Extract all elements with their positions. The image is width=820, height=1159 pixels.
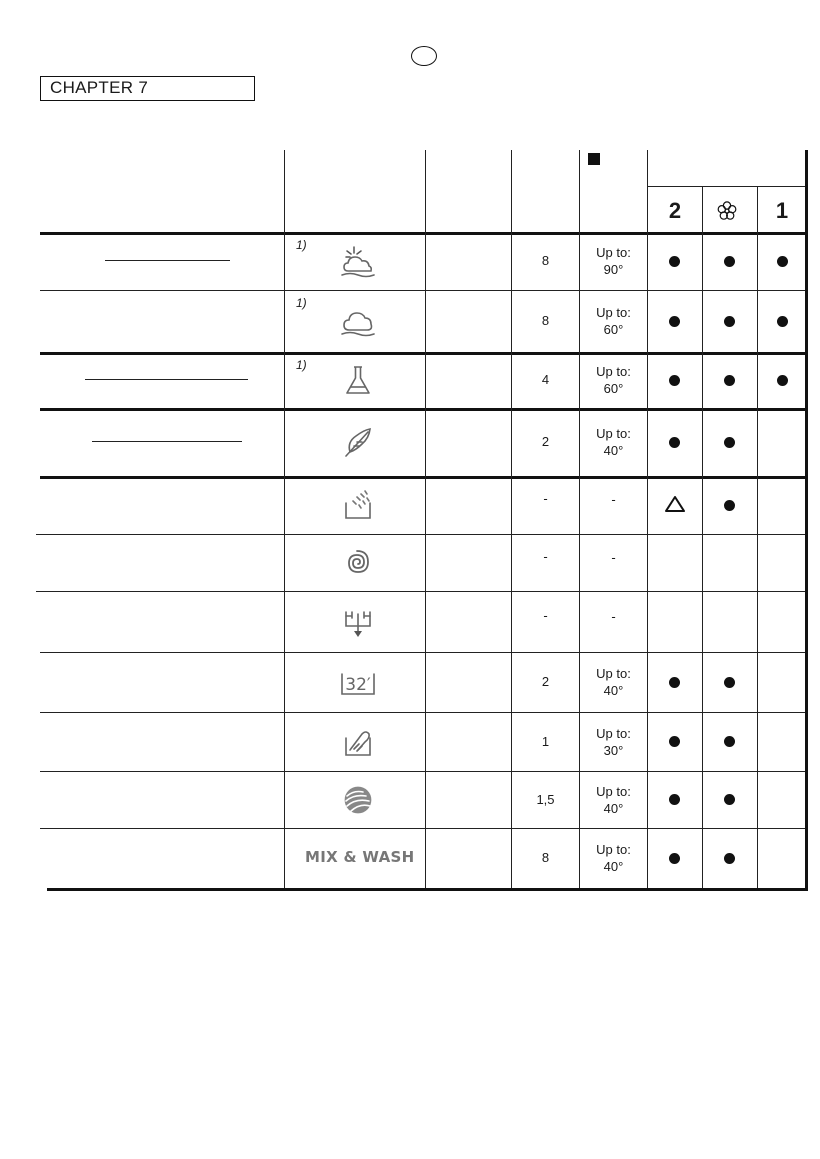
- temperature-cell: [580, 304, 647, 338]
- temperature-value: 40°: [603, 859, 624, 874]
- footnote-marker: 1): [296, 296, 307, 310]
- load-value: 2: [541, 434, 550, 449]
- compartment-dot-soft: [724, 794, 735, 805]
- compartment-1-header: 1: [775, 198, 789, 223]
- load-value: -: [543, 491, 548, 506]
- compartment-dot-soft: [724, 677, 735, 688]
- load-value: 8: [541, 313, 550, 328]
- compartment-dot-c2: [669, 375, 680, 386]
- cotton-cloud-icon: [338, 303, 378, 339]
- header-divider: [647, 186, 807, 187]
- temperature-label: Up to:: [596, 245, 631, 260]
- compartment-dot-c2: [669, 736, 680, 747]
- footnote-marker: 1): [296, 358, 307, 372]
- temperature-cell: [580, 244, 647, 278]
- row-divider: [40, 408, 808, 411]
- filled-square-icon: [588, 153, 600, 165]
- column-divider: [757, 186, 758, 888]
- row-divider: [40, 352, 808, 355]
- programme-name-line: [92, 441, 242, 442]
- column-divider: [702, 186, 703, 888]
- compartment-dot-c2: [669, 316, 680, 327]
- handwash-icon: [338, 724, 378, 760]
- compartment-dot-c2: [669, 256, 680, 267]
- load-value: 8: [541, 253, 550, 268]
- temperature-cell: [580, 841, 647, 875]
- compartment-dot-c2: [669, 794, 680, 805]
- row-divider: [40, 828, 808, 829]
- temperature-value: -: [611, 492, 616, 507]
- load-value: 8: [541, 850, 550, 865]
- svg-text:32′: 32′: [345, 675, 371, 695]
- delicate-feather-icon: [338, 424, 378, 460]
- temperature-value: 60°: [603, 381, 624, 396]
- column-divider: [284, 150, 285, 888]
- wool-icon: [338, 782, 378, 818]
- temperature-label: Up to:: [596, 666, 631, 681]
- temperature-label: Up to:: [596, 305, 631, 320]
- temperature-value: 40°: [603, 683, 624, 698]
- temperature-value: 40°: [603, 800, 624, 816]
- mix-wash-label: MIX & WASH: [305, 848, 415, 866]
- load-value: -: [543, 607, 548, 623]
- synthetic-flask-icon: [338, 362, 378, 398]
- temperature-label: Up to:: [596, 364, 631, 379]
- compartment-dot-c2: [669, 437, 680, 448]
- temperature-value: 60°: [603, 322, 624, 337]
- temperature-cell: [580, 665, 647, 699]
- compartment-dot-soft: [724, 736, 735, 747]
- compartment-dot-c1: [777, 256, 788, 267]
- temperature-value: -: [611, 549, 616, 565]
- row-divider: [40, 712, 808, 713]
- programme-name-line: [85, 379, 248, 380]
- column-divider: [425, 150, 426, 888]
- temperature-cell: [580, 725, 647, 759]
- rapid-32-icon: [338, 664, 378, 700]
- temperature-label: Up to:: [596, 725, 631, 741]
- chapter-title: CHAPTER 7: [40, 76, 255, 101]
- programme-name-line: [105, 260, 230, 261]
- compartment-dot-c1: [777, 375, 788, 386]
- row-divider: [40, 232, 808, 235]
- temperature-cell: [580, 363, 647, 397]
- row-divider: [40, 652, 808, 653]
- language-badge: [411, 46, 437, 66]
- flower-icon: [716, 200, 738, 222]
- compartment-dot-soft: [724, 375, 735, 386]
- spin-spiral-icon: [338, 545, 378, 581]
- compartment-dot-c1: [777, 316, 788, 327]
- compartment-dot-c2: [669, 677, 680, 688]
- compartment-dot-c2: [669, 853, 680, 864]
- temperature-value: 40°: [603, 443, 624, 458]
- row-divider: [36, 591, 808, 592]
- row-divider: [40, 771, 808, 772]
- temperature-cell: [580, 783, 647, 817]
- load-value: 1: [541, 733, 550, 749]
- temperature-label: Up to:: [596, 842, 631, 857]
- compartment-dot-soft: [724, 316, 735, 327]
- temperature-label: Up to:: [596, 426, 631, 441]
- compartment-dot-soft: [724, 853, 735, 864]
- rinse-shower-icon: [338, 487, 378, 523]
- compartment-dot-soft: [724, 500, 735, 511]
- column-divider: [647, 150, 648, 888]
- compartment-dot-soft: [724, 256, 735, 267]
- temperature-value: 30°: [603, 742, 624, 758]
- row-divider: [47, 888, 808, 891]
- temperature-label: Up to:: [596, 783, 631, 799]
- row-divider: [40, 476, 808, 479]
- temperature-value: -: [611, 608, 616, 624]
- load-value: 2: [541, 674, 550, 689]
- load-value: -: [543, 548, 548, 564]
- temperature-value: 90°: [603, 262, 624, 277]
- footnote-marker: 1): [296, 238, 307, 252]
- load-value: 1,5: [536, 791, 555, 807]
- sun-cotton-icon: [338, 243, 378, 279]
- drain-icon: [338, 604, 378, 640]
- table-right-border: [805, 150, 808, 891]
- row-divider: [36, 534, 808, 535]
- temperature-cell: [580, 425, 647, 459]
- row-divider: [40, 290, 808, 291]
- compartment-dot-soft: [724, 437, 735, 448]
- compartment-triangle-c2: [664, 495, 686, 518]
- compartment-2-header: 2: [668, 198, 682, 223]
- load-value: 4: [541, 372, 550, 387]
